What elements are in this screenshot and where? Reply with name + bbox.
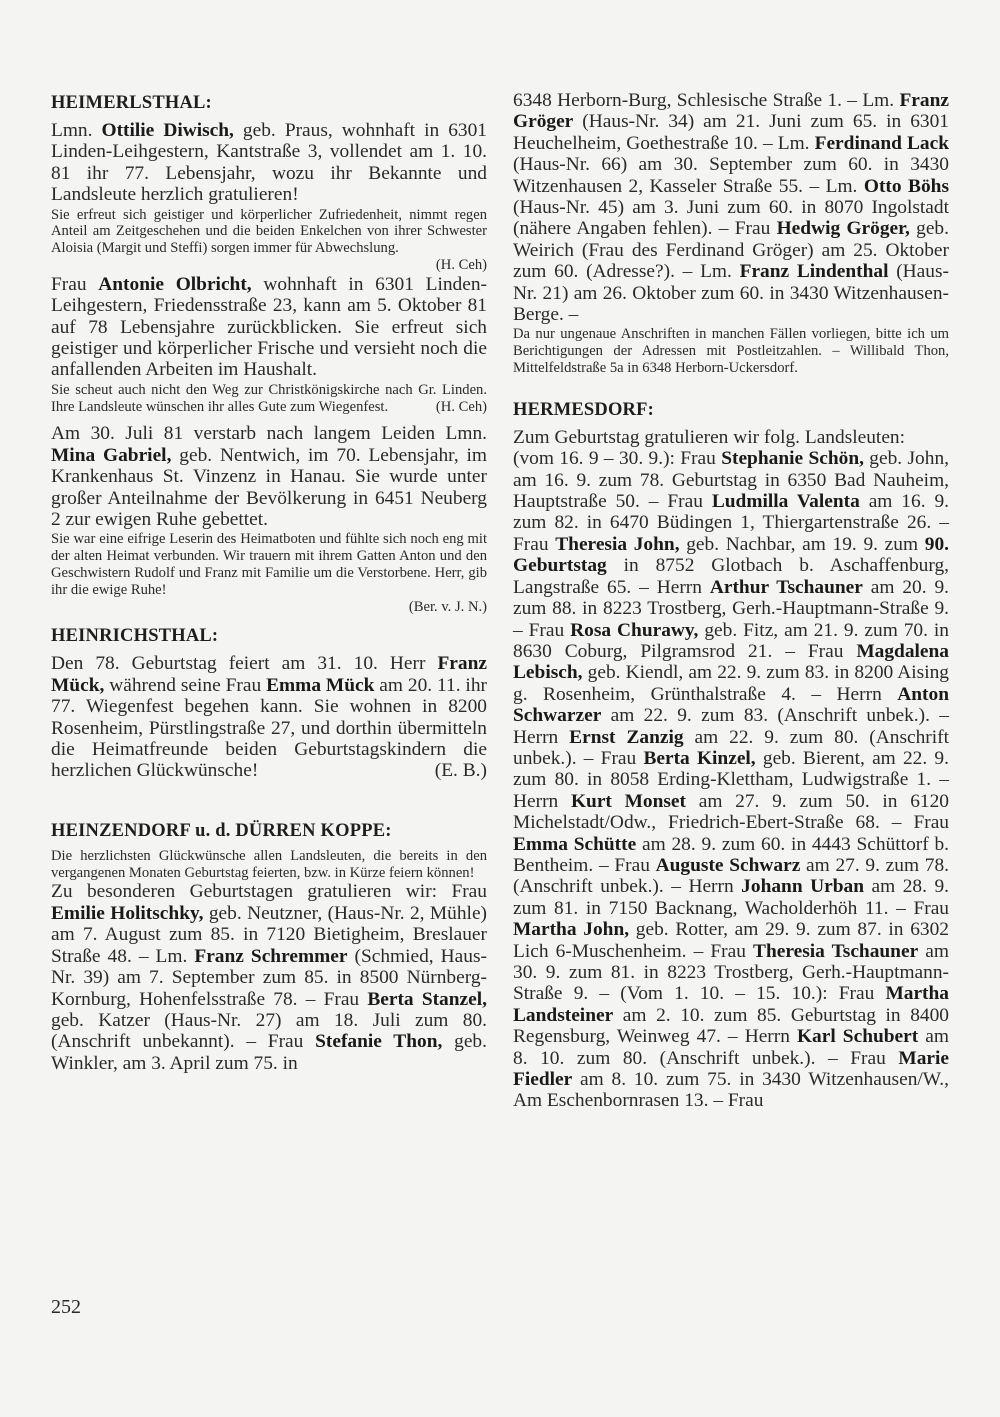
person-name: Ottilie Diwisch, (101, 120, 234, 141)
person-name: Emma Mück (266, 674, 375, 696)
entry-hermesdorf-birthdays (513, 448, 949, 1112)
signature: (H. Ceh) (435, 257, 487, 274)
person-name: Rosa Churawy, (570, 619, 699, 641)
signature: (E. B.) (434, 760, 487, 782)
right-column (513, 90, 949, 1112)
segment-text: geb. John, am 16. 9. zum 78. Geburtstag in 6350 Bad Nauheim, Hauptstraße 50. – Frau (513, 448, 949, 513)
entry-mina-gabriel: Am 30. Juli 81 verstarb nach langem Leiden Lmn. Mina Gabriel, geb. Nentwich, im 70. Lebensjahr, im Krankenhaus St. Vinzenz in Hanau. Sie wurde unter großer Anteilnahme der Bevölkerung in 6451 Neuberg 2 zur ewigen Ruhe gebettet. (51, 423, 487, 531)
person-name: Martha John, (513, 919, 630, 941)
person-name: Ernst Zanzig (569, 726, 684, 748)
person-name: Karl Schubert (796, 1026, 919, 1048)
signature: (Ber. v. J. N.) (408, 598, 487, 615)
segment-text: geb. Fitz, am 21. 9. zum 70. in 8630 Coburg, Pilgramsrod 21. – Frau (513, 619, 950, 662)
entry-note: Sie erfreut sich geistiger und körperlicher Zufriedenheit, nimmt regen Anteil am Zeitgeschehen und die beiden Enkelchen von ihrer Schwester Aloisia (Margit und Steffi) sorgen immer für Abwechslung. (H. Ceh) (51, 206, 487, 274)
person-name: Emma Schütte (513, 833, 637, 855)
person-name: Hedwig Gröger, (776, 218, 910, 240)
segment-text: am 16. 9. zum 82. in 6470 Büdingen 1, Thiergartenstraße 26. – Frau (513, 491, 950, 555)
segment-text: am 8. 10. zum 80. (Anschrift unbek.). – Frau (513, 1026, 949, 1069)
entry-note: Sie scheut auch nicht den Weg zur Christkönigskirche nach Gr. Linden. Ihre Landsleute wünschen ihr alles Gute zum Wiegenfest. (H. Ceh) (51, 381, 487, 415)
person-name: Stefanie Thon, (315, 1031, 443, 1053)
section-heading-heinzendorf: HEINZENDORF u. d. DÜRREN KOPPE: (51, 820, 392, 841)
entry-continuation-heinzendorf: 6348 Herborn-Burg, Schlesische Straße 1. – Lm. Franz Gröger (Haus-Nr. 34) am 21. Juni zum 65. in 6301 Heuchelheim, Goethestraße 10. – Lm. Ferdinand Lack (Haus-Nr. 66) am 30. September zum 60. in 3430 Witzenhausen 2, Kasseler Straße 55. – Lm. Otto Böhs (Haus-Nr. 45) am 3. Juni zum 60. in 8070 Ingolstadt (nähere Angaben fehlen). – Frau Hedwig Gröger, geb. Weirich (Frau des Ferdinand Gröger) am 25. Oktober zum 60. (Adresse?). – Lm. Franz Lindenthal (Haus-Nr. 21) am 26. Oktober zum 60. in 3430 Witzenhausen-Berge. – (513, 90, 949, 326)
person-name: Franz Schremmer (194, 945, 348, 967)
section-heading-hermesdorf: HERMESDORF: (513, 399, 654, 420)
section-heading-heimerlsthal: HEIMERLSTHAL: (51, 93, 212, 113)
person-name: Anton Schwarzer (513, 683, 949, 727)
person-name: Berta Stanzel, (367, 988, 487, 1010)
segment-text: geb. Bierent, am 22. 9. zum 80. in 8058 Erding-Klettham, Ludwigstraße 1. – Herrn (513, 747, 949, 812)
person-name: Ferdinand Lack (814, 132, 949, 154)
segment-text: am 8. 10. zum 75. in 3430 Witzenhausen/W., Am Eschenbornrasen 13. – Frau (513, 1069, 949, 1112)
person-name: Magdalena Lebisch, (513, 640, 949, 684)
section-heading-heinrichsthal: HEINRICHSTHAL: (51, 626, 219, 647)
segment-text: geb. Kiendl, am 22. 9. zum 83. in 8200 Aising g. Rosenheim, Grünthalstraße 4. – Herrn (513, 662, 949, 705)
person-name: Theresia John, (555, 533, 680, 555)
segment-text: am 30. 9. zum 81. in 8223 Trostberg, Gerh.-Hauptmann-Straße 9. – (Vom 1. 10. – 15. 10.): Frau (513, 940, 949, 1005)
section-intro-note: Die herzlichsten Glückwünsche allen Landsleuten, die bereits in den vergangenen Monaten Geburtstag feierten, bzw. in Kürze feiern können! (51, 847, 487, 881)
address-correction-note: Da nur ungenaue Anschriften in manchen Fällen vorliegen, bitte ich um Berichtigungen der Adressen mit Postleitzahlen. – Willibald Thon, Mittelfeldstraße 5a in 6348 Herborn-Uckersdorf. (513, 326, 949, 377)
spacer (51, 782, 487, 818)
person-name: Berta Kinzel, (643, 747, 756, 769)
section-intro: Zum Geburtstag gratulieren wir folg. Landsleuten: (513, 426, 906, 448)
person-name: Johann Urban (741, 876, 864, 898)
person-name: Otto Böhs (863, 175, 949, 197)
segment-text: am 22. 9. zum 80. (Anschrift unbek.). – Frau (513, 726, 949, 769)
signature: (H. Ceh) (435, 398, 487, 415)
person-name: Theresia Tschauner (753, 940, 919, 962)
entry-antonie-olbricht: Frau Antonie Olbricht, wohnhaft in 6301 Linden-Leihgestern, Friedensstraße 23, kann am 5. Oktober 81 auf 78 Lebensjahre zurückblicken. Sie erfreut sich geistiger und körperlicher Frische und versieht noch die anfallenden Arbeiten im Haushalt. (51, 273, 487, 381)
entry-franz-emma-mueck: Den 78. Geburtstag feiert am 31. 10. Herr Franz Mück, während seine Frau Emma Mück am 20. 11. ihr 77. Wiegenfest begehen kann. Sie wohnen in 8200 Rosenheim, Pürstlingstraße 27, und dorthin übermitteln die Heimatfreunde beiden Geburtstagskindern die herzlichen Glückwünsche! (E. B.) (51, 653, 487, 782)
person-name: Martha Landsteiner (513, 983, 949, 1026)
segment-text: in 8752 Glotbach b. Aschaffenburg, Langstraße 65. – Herrn (513, 555, 949, 598)
segment-text: am 27. 9. zum 78. (Anschrift unbek.). – Herrn (513, 854, 949, 898)
segment-text: am 28. 9. zum 81. in 7150 Backnang, Wacholderhöh 11. – Frau (513, 876, 949, 919)
person-name: Kurt Monset (570, 790, 686, 812)
spacer (51, 415, 487, 423)
page-number: 252 (51, 1296, 81, 1318)
person-name: Franz Lindenthal (739, 261, 889, 283)
segment-text: geb. Nachbar, am 19. 9. zum (679, 533, 925, 555)
entry-note: Sie war eine eifrige Leserin des Heimatboten und fühlte sich noch eng mit der alten Heimat verbunden. Wir trauern mit ihrem Gatten Anton und den Geschwistern Rudolf und Franz mit Familie um die Verstorbene. Herr, gib ihr die ewige Ruhe! (Ber. v. J. N.) (51, 531, 487, 615)
segment-text: geb. Rotter, am 29. 9. zum 87. in 6302 Lich 6-Muschenheim. – Frau (513, 919, 949, 962)
person-name: 90. Geburtstag (513, 533, 949, 577)
person-name: Mina Gabriel, (51, 444, 172, 466)
person-name: Franz Gröger (513, 90, 949, 133)
person-name: Auguste Schwarz (655, 854, 801, 876)
person-name: Franz Mück, (51, 653, 487, 696)
person-name: Arthur Tschauner (709, 576, 863, 598)
segment-text: am 22. 9. zum 83. (Anschrift unbek.). – Herrn (513, 705, 949, 748)
segment-text: am 2. 10. zum 85. Geburtstag in 8400 Regensburg, Weinweg 47. – Herrn (513, 1004, 949, 1048)
left-column (51, 90, 487, 1074)
person-name: Stephanie Schön, (721, 448, 864, 470)
entry-ottilie-diwisch: Lmn. Ottilie Diwisch, geb. Praus, wohnhaft in 6301 Linden-Leihgestern, Kantstraße 3, vollendet am 1. 10. 81 ihr 77. Lebensjahr, wozu ihr Bekannte und Landsleute herzlich gratulieren! (51, 120, 487, 206)
spacer (51, 615, 487, 623)
spacer (513, 377, 949, 397)
person-name: Antonie Olbricht, (98, 273, 252, 295)
segment-text: am 20. 9. zum 88. in 8223 Trostberg, Gerh.-Hauptmann-Straße 9. – Frau (513, 576, 949, 641)
person-name: Ludmilla Valenta (711, 491, 860, 513)
person-name: Emilie Holitschky, (51, 902, 204, 924)
segment-text: (vom 16. 9 – 30. 9.): Frau (513, 448, 722, 470)
entry-heinzendorf-birthdays: Zu besonderen Geburtstagen gratulieren wir: Frau Emilie Holitschky, geb. Neutzner, (Haus-Nr. 2, Mühle) am 7. August zum 85. in 7120 Bietigheim, Breslauer Straße 48. – Lm. Franz Schremmer (Schmied, Haus-Nr. 39) am 7. September zum 85. in 8500 Nürnberg-Kornburg, Hohenfelsstraße 78. – Frau Berta Stanzel, geb. Katzer (Haus-Nr. 27) am 18. Juli zum 80. (Anschrift unbekannt). – Frau Stefanie Thon, geb. Winkler, am 3. April zum 75. in (51, 881, 488, 1074)
person-name: Marie Fiedler (513, 1047, 949, 1091)
segment-text: am 28. 9. zum 60. in 4443 Schüttorf b. Bentheim. – Frau (513, 833, 950, 876)
segment-text: am 27. 9. zum 50. in 6120 Michelstadt/Odw., Friedrich-Ebert-Straße 68. – Frau (513, 790, 949, 834)
